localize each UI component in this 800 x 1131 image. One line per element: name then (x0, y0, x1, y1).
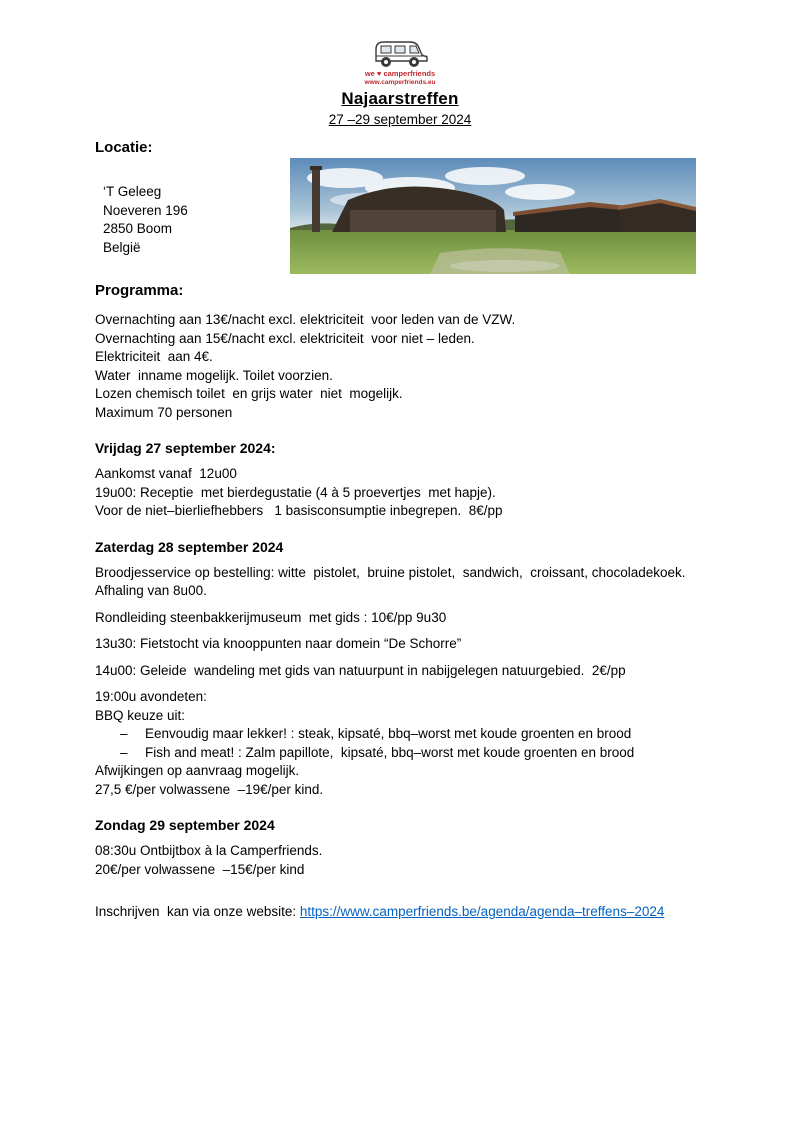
document-body (0, 139, 800, 922)
address-line: Noeveren 196 (103, 202, 188, 218)
page-title: Najaarstreffen (341, 89, 459, 109)
dash-bullet: – (120, 744, 128, 760)
saturday-dinner-line: 19:00u avondeten: (95, 689, 207, 705)
sunday-heading: Zondag 29 september 2024 (95, 817, 275, 834)
saturday-price: 27,5 €/per volwassene –19€/per kind. (95, 781, 324, 797)
logo-tagline: we ♥ camperfriends (364, 69, 436, 78)
address-line: ‘T Geleeg (103, 184, 162, 200)
address-line: 2850 Boom (103, 221, 173, 237)
signup-line (95, 903, 705, 922)
bbq-option (95, 744, 705, 763)
logo-url: www.camperfriends.eu (364, 78, 436, 86)
program-line: Overnachting aan 15€/nacht excl. elektriciteit voor niet – leden. (95, 330, 475, 346)
saturday-paragraph: 14u00: Geleide wandeling met gids van natuurpunt in nabijgelegen natuurgebied. 2€/pp (95, 662, 626, 678)
signup-text: Inschrijven kan via onze website: (95, 904, 300, 920)
program-line: Maximum 70 personen (95, 404, 233, 420)
saturday-heading: Zaterdag 28 september 2024 (95, 538, 284, 555)
saturday-note: Afwijkingen op aanvraag mogelijk. (95, 763, 300, 779)
bbq-option (95, 725, 705, 744)
saturday-paragraph: Broodjesservice op bestelling: witte pistolet, bruine pistolet, sandwich, croissant, chocoladekoek. Afhaling van 8u00. (95, 564, 693, 599)
sunday-line: 20€/per volwassene –15€/per kind (95, 861, 305, 877)
friday-line: 19u00: Receptie met bierdegustatie (4 à 5 proevertjes met hapje). (95, 484, 496, 500)
program-heading: Programma: (95, 282, 184, 300)
program-line: Overnachting aan 13€/nacht excl. elektriciteit voor leden van de VZW. (95, 312, 516, 328)
bbq-option-text: Fish and meat! : Zalm papillote, kipsaté, bbq–worst met koude groenten en brood (145, 744, 635, 760)
event-date: 27 –29 september 2024 (328, 112, 472, 128)
address-line: België (103, 239, 141, 255)
friday-line: Voor de niet–bierliefhebbers 1 basisconsumptie inbegrepen. 8€/pp (95, 503, 503, 519)
bbq-option-text: Eenvoudig maar lekker! : steak, kipsaté, bbq–worst met koude groenten en brood (145, 726, 632, 742)
camper-icon (0, 36, 800, 70)
camperfriends-logo (0, 36, 800, 86)
saturday-dinner-line: BBQ keuze uit: (95, 707, 186, 723)
saturday-paragraph: Rondleiding steenbakkerijmuseum met gids : 10€/pp 9u30 (95, 609, 447, 625)
program-line: Elektriciteit aan 4€. (95, 349, 213, 365)
program-line: Lozen chemisch toilet en grijs water niet mogelijk. (95, 386, 403, 402)
document-header (0, 0, 800, 127)
signup-link[interactable]: https://www.camperfriends.be/agenda/agenda–treffens–2024 (299, 904, 665, 920)
address-block (103, 183, 290, 257)
location-photo (290, 158, 696, 274)
program-line: Water inname mogelijk. Toilet voorzien. (95, 367, 333, 383)
dash-bullet: – (120, 726, 128, 742)
location-section (95, 139, 705, 274)
sunday-line: 08:30u Ontbijtbox à la Camperfriends. (95, 843, 323, 859)
location-heading: Locatie: (95, 139, 153, 157)
friday-line: Aankomst vanaf 12u00 (95, 466, 237, 482)
friday-heading: Vrijdag 27 september 2024: (95, 440, 276, 457)
saturday-paragraph: 13u30: Fietstocht via knooppunten naar domein “De Schorre” (95, 636, 462, 652)
